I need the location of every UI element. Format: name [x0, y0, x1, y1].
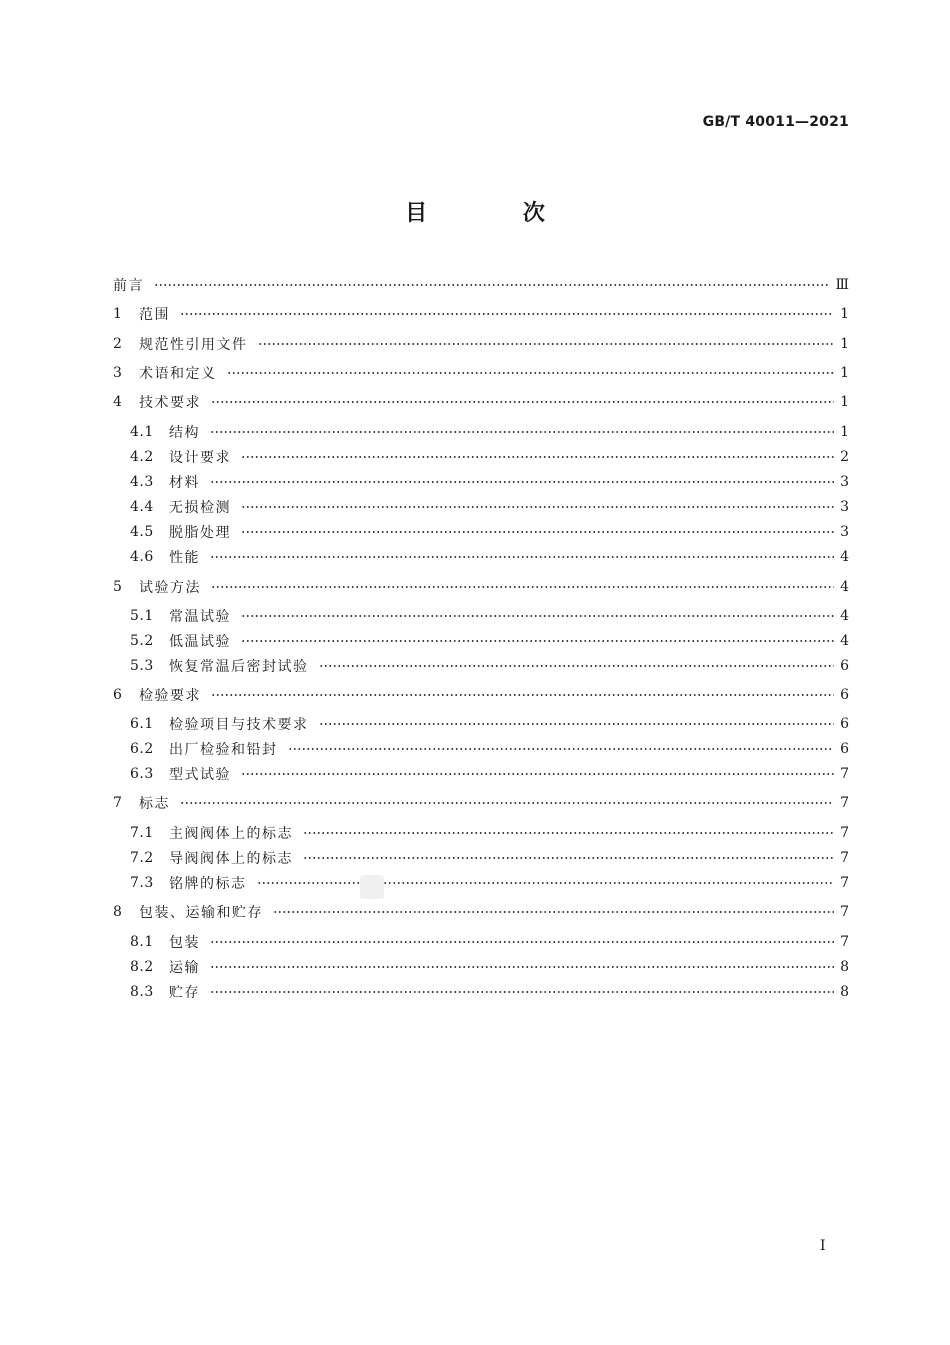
toc-entry-page: 6 — [840, 658, 849, 674]
standard-number: GB/T 40011—2021 — [702, 114, 849, 130]
toc-entry-page: 8 — [840, 984, 849, 1000]
toc-entry-number: 6.2 — [130, 741, 154, 757]
toc-entry-page: 8 — [840, 959, 849, 975]
toc-entry-number: 7 — [113, 795, 122, 811]
footer-page-number: I — [820, 1238, 826, 1254]
toc-entry-label: 术语和定义 — [139, 366, 217, 382]
toc-entry-label: 检验要求 — [139, 688, 201, 704]
toc-dot-leader — [303, 828, 834, 838]
toc-entry-number: 7.3 — [130, 875, 154, 891]
toc-dot-leader — [210, 477, 834, 487]
toc-entry-number: 5.2 — [130, 633, 154, 649]
toc-entry-page: 6 — [840, 741, 849, 757]
toc-entry-number: 5 — [113, 579, 122, 595]
toc-entry-label: 恢复常温后密封试验 — [169, 659, 309, 675]
toc-entry-number: 5.1 — [130, 608, 154, 624]
toc-entry-number: 6 — [113, 687, 122, 703]
toc-dot-leader — [241, 611, 834, 621]
toc-entry-label: 性能 — [169, 550, 200, 566]
toc-entry-number: 7.1 — [130, 825, 154, 841]
toc-entry-page: 4 — [840, 549, 849, 565]
toc-entry-page: 7 — [840, 934, 849, 950]
toc-entry-page: 3 — [840, 499, 849, 515]
toc-dot-leader — [319, 661, 835, 671]
toc-entry-number: 4.2 — [130, 449, 154, 465]
toc-entry-page: 3 — [840, 524, 849, 540]
toc-entry[interactable] — [130, 823, 849, 843]
toc-entry-page: 7 — [840, 904, 849, 920]
toc-dot-leader — [258, 339, 835, 349]
toc-dot-leader — [211, 690, 834, 700]
toc-entry-page: 6 — [840, 687, 849, 703]
toc-entry-label: 试验方法 — [139, 580, 201, 596]
toc-dot-leader — [210, 427, 834, 437]
toc-dot-leader — [241, 527, 834, 537]
toc-entry[interactable] — [130, 447, 849, 467]
toc-entry[interactable] — [130, 982, 849, 1002]
toc-dot-leader — [211, 582, 834, 592]
toc-dot-leader — [273, 907, 834, 917]
toc-entry-label: 低温试验 — [169, 634, 231, 650]
toc-dot-leader — [210, 962, 834, 972]
toc-entry-number: 4 — [113, 394, 122, 410]
toc-entry-label: 包装、运输和贮存 — [139, 905, 263, 921]
toc-entry-number: 4.3 — [130, 474, 154, 490]
toc-entry-page: 1 — [840, 424, 849, 440]
toc-entry-number: 8.3 — [130, 984, 154, 1000]
toc-entry-number: 8 — [113, 904, 122, 920]
toc-entry[interactable] — [130, 497, 849, 517]
toc-entry-number: 6.3 — [130, 766, 154, 782]
toc-entry-page: Ⅲ — [835, 277, 849, 293]
scan-artifact — [360, 875, 384, 899]
toc-entry[interactable] — [130, 873, 849, 893]
toc-dot-leader — [241, 452, 834, 462]
toc-dot-leader — [241, 636, 834, 646]
toc-entry[interactable] — [130, 422, 849, 442]
toc-dot-leader — [180, 798, 834, 808]
toc-entry[interactable] — [130, 739, 849, 759]
toc-entry[interactable] — [113, 685, 849, 705]
toc-entry-label: 无损检测 — [169, 500, 231, 516]
toc-entry-label: 包装 — [169, 935, 200, 951]
toc-dot-leader — [319, 719, 835, 729]
toc-entry[interactable] — [130, 472, 849, 492]
toc-entry-number: 8.1 — [130, 934, 154, 950]
toc-entry-page: 2 — [840, 449, 849, 465]
toc-entry[interactable] — [113, 304, 849, 324]
toc-dot-leader — [154, 280, 829, 290]
toc-entry-page: 7 — [840, 795, 849, 811]
toc-entry-label: 导阀阀体上的标志 — [169, 851, 293, 867]
toc-entry-number: 1 — [113, 306, 122, 322]
toc-entry-page: 3 — [840, 474, 849, 490]
toc-entry[interactable] — [130, 932, 849, 952]
toc-entry-number: 2 — [113, 336, 122, 352]
toc-entry[interactable] — [130, 848, 849, 868]
toc-entry-label: 规范性引用文件 — [139, 337, 248, 353]
toc-entry-label: 设计要求 — [169, 450, 231, 466]
toc-entry-page: 4 — [840, 579, 849, 595]
toc-dot-leader — [210, 987, 834, 997]
toc-entry-page: 7 — [840, 825, 849, 841]
toc-dot-leader — [288, 744, 835, 754]
toc-entry-label: 结构 — [169, 425, 200, 441]
toc-entry[interactable] — [130, 714, 849, 734]
toc-dot-leader — [227, 368, 835, 378]
toc-entry-page: 6 — [840, 716, 849, 732]
toc-entry-label: 标志 — [139, 796, 170, 812]
toc-entry-label: 前言 — [113, 278, 144, 294]
toc-entry-number: 4.5 — [130, 524, 154, 540]
toc-entry-page: 1 — [840, 394, 849, 410]
toc-dot-leader — [257, 878, 835, 888]
toc-entry-label: 出厂检验和铅封 — [169, 742, 278, 758]
toc-entry[interactable] — [130, 522, 849, 542]
toc-entry[interactable] — [130, 547, 849, 567]
toc-dot-leader — [303, 853, 834, 863]
toc-entry-label: 脱脂处理 — [169, 525, 231, 541]
toc-entry-number: 4.1 — [130, 424, 154, 440]
toc-dot-leader — [211, 397, 834, 407]
toc-dot-leader — [180, 309, 834, 319]
toc-entry-number: 6.1 — [130, 716, 154, 732]
toc-entry[interactable] — [113, 334, 849, 354]
toc-entry-label: 检验项目与技术要求 — [169, 717, 309, 733]
toc-entry-page: 7 — [840, 766, 849, 782]
toc-entry-label: 主阀阀体上的标志 — [169, 826, 293, 842]
toc-entry-label: 运输 — [169, 960, 200, 976]
toc-dot-leader — [210, 937, 834, 947]
toc-entry-page: 1 — [840, 306, 849, 322]
toc-entry[interactable] — [113, 363, 849, 383]
toc-entry-page: 4 — [840, 633, 849, 649]
toc-entry-number: 4.6 — [130, 549, 154, 565]
toc-entry-label: 贮存 — [169, 985, 200, 1001]
toc-entry[interactable] — [130, 656, 849, 676]
toc-entry[interactable] — [130, 764, 849, 784]
toc-entry-label: 技术要求 — [139, 395, 201, 411]
toc-entry[interactable] — [130, 606, 849, 626]
toc-entry-page: 1 — [840, 365, 849, 381]
toc-entry-number: 3 — [113, 365, 122, 381]
toc-entry-number: 5.3 — [130, 658, 154, 674]
toc-entry[interactable] — [113, 392, 849, 412]
toc-entry-label: 型式试验 — [169, 767, 231, 783]
toc-dot-leader — [241, 769, 834, 779]
toc-entry[interactable] — [113, 577, 849, 597]
toc-entry-page: 7 — [840, 875, 849, 891]
toc-entry-label: 材料 — [169, 475, 200, 491]
toc-entry-label: 铭牌的标志 — [169, 876, 247, 892]
toc-entry-page: 1 — [840, 336, 849, 352]
toc-dot-leader — [210, 552, 834, 562]
toc-entry-number: 8.2 — [130, 959, 154, 975]
page-title: 目 次 — [405, 201, 589, 226]
toc-entry-page: 4 — [840, 608, 849, 624]
toc-entry[interactable] — [113, 902, 849, 922]
toc-entry[interactable] — [130, 957, 849, 977]
toc-entry-label: 常温试验 — [169, 609, 231, 625]
toc-dot-leader — [241, 502, 834, 512]
toc-entry[interactable] — [113, 275, 849, 295]
toc-entry-label: 范围 — [139, 307, 170, 323]
toc-entry-page: 7 — [840, 850, 849, 866]
toc-entry[interactable] — [113, 793, 849, 813]
toc-entry-number: 4.4 — [130, 499, 154, 515]
toc-entry-number: 7.2 — [130, 850, 154, 866]
toc-entry[interactable] — [130, 631, 849, 651]
